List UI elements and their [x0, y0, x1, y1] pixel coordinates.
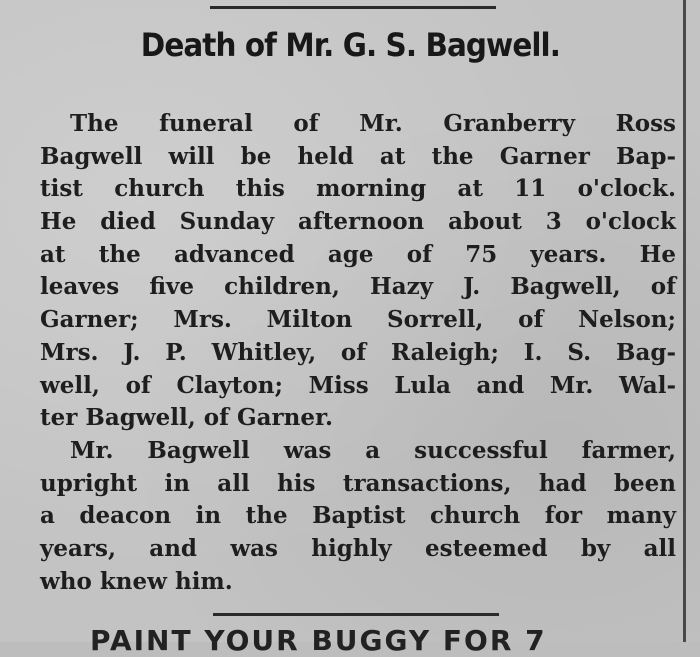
body-line: years, and was highly esteemed by all	[40, 534, 676, 562]
article-body	[40, 108, 676, 598]
body-line: well, of Clayton; Miss Lula and Mr. Wal-	[40, 371, 676, 399]
body-line: The funeral of Mr. Granberry Ross	[70, 110, 676, 137]
body-line: leaves five children, Hazy J. Bagwell, of	[40, 273, 676, 301]
body-line: tist church this morning at 11 o'clock.	[40, 175, 676, 203]
next-article-headline-fragment: PAINT YOUR BUGGY FOR 7	[90, 624, 547, 657]
body-line: a deacon in the Baptist church for many	[40, 502, 676, 530]
body-line: Mrs. J. P. Whitley, of Raleigh; I. S. Bag-	[40, 338, 676, 366]
body-line: ter Bagwell, of Garner.	[40, 404, 334, 432]
top-divider-rule	[210, 6, 496, 9]
body-line: He died Sunday afternoon about 3 o'clock	[40, 208, 676, 236]
column-rule	[683, 0, 686, 642]
body-line: who knew him.	[40, 567, 233, 595]
bottom-divider-rule	[213, 613, 499, 616]
body-line: Bagwell will be held at the Garner Bap-	[40, 142, 676, 170]
article-headline: Death of Mr. G. S. Bagwell.	[140, 26, 560, 64]
body-line: upright in all his transactions, had been	[40, 469, 676, 497]
body-line: Mr. Bagwell was a successful farmer,	[70, 436, 676, 464]
body-line: at the advanced age of 75 years. He	[40, 240, 676, 268]
body-line: Garner; Mrs. Milton Sorrell, of Nelson;	[40, 306, 676, 334]
